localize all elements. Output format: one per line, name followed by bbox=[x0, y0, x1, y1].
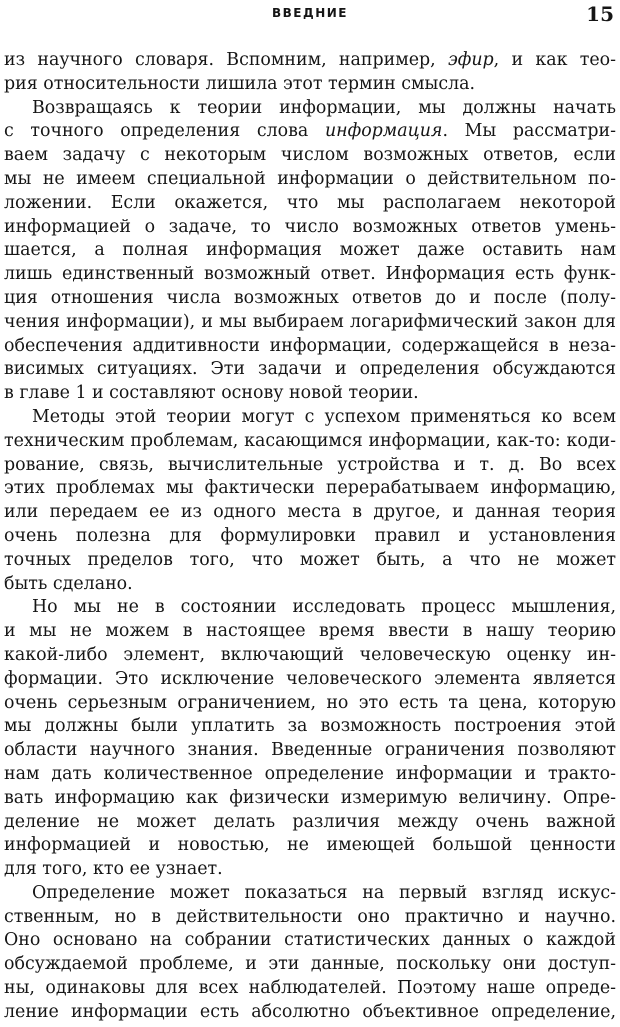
text-line bbox=[4, 263, 616, 287]
text-run: Методы этой теории могут с успехом применяться ко всем bbox=[32, 406, 616, 427]
text-run: формации. Это исключение человеческого элемента является bbox=[4, 668, 616, 689]
text-run: , и как тео- bbox=[493, 50, 616, 70]
text-line bbox=[4, 501, 616, 525]
text-line bbox=[4, 977, 616, 1001]
text-line bbox=[4, 216, 616, 240]
text-line bbox=[4, 620, 616, 644]
text-line bbox=[4, 477, 616, 501]
text-line bbox=[4, 715, 616, 739]
italic-term: эфир bbox=[447, 50, 494, 70]
text-run: Определение может показаться на первый взгляд искус- bbox=[32, 882, 616, 903]
text-line bbox=[4, 144, 616, 168]
text-line bbox=[4, 644, 616, 668]
text-line bbox=[4, 739, 616, 763]
text-line bbox=[4, 668, 616, 692]
text-line bbox=[4, 882, 616, 906]
text-line bbox=[4, 382, 616, 406]
text-line bbox=[4, 953, 616, 977]
text-run: с точного определения слова bbox=[4, 121, 325, 142]
text-run: чения информации), и мы выбираем логарифмический закон для bbox=[4, 311, 616, 332]
text-run: обеспечения аддитивности информации, содержащейся в неза- bbox=[4, 335, 616, 356]
text-run: очень серьезным ограничением, но это есть та цена, которую bbox=[4, 692, 616, 713]
text-line bbox=[4, 858, 616, 882]
text-run: рия относительности лишила этот термин смысла. bbox=[4, 73, 476, 94]
body-text bbox=[4, 49, 616, 1025]
text-run: из научного словаря. Вспомним, например, bbox=[4, 50, 448, 70]
text-run: мы не имеем специальной информации о действительном по- bbox=[4, 168, 616, 189]
text-line bbox=[4, 287, 616, 311]
text-line bbox=[4, 120, 616, 144]
running-header bbox=[0, 4, 620, 24]
text-run: ны, одинаковы для всех наблюдателей. Поэтому наше опреде- bbox=[4, 978, 616, 999]
text-line bbox=[4, 192, 616, 216]
text-run: и мы не можем в настоящее время ввести в нашу теорию bbox=[4, 621, 616, 642]
text-line bbox=[4, 787, 616, 811]
text-run: очень полезна для формулировки правил и установления bbox=[4, 525, 616, 546]
text-run: Возвращаясь к теории информации, мы должны начать bbox=[32, 97, 616, 118]
text-run: этих проблемах мы фактически перерабатываем информацию, bbox=[4, 478, 616, 499]
text-line bbox=[4, 811, 616, 835]
text-line bbox=[4, 454, 616, 478]
page-number: 15 bbox=[586, 2, 614, 26]
text-line bbox=[4, 239, 616, 263]
text-line bbox=[4, 834, 616, 858]
text-run: техническим проблемам, касающимся информации, как-то: коди- bbox=[4, 430, 616, 451]
text-run: или передаем ее из одного места в другое, и данная теория bbox=[4, 502, 616, 523]
text-run: висимых ситуациях. Эти задачи и определения обсуждаются bbox=[4, 359, 616, 380]
text-run: информацией и новостью, не имеющей большой ценности bbox=[4, 835, 616, 856]
text-line bbox=[4, 573, 616, 597]
text-run: шается, а полная информация может даже оставить нам bbox=[4, 240, 616, 261]
text-run: рование, связь, вычислительные устройства и т. д. Во всех bbox=[4, 454, 616, 475]
text-line bbox=[4, 311, 616, 335]
text-line bbox=[4, 49, 616, 73]
text-line bbox=[4, 929, 616, 953]
text-run: Оно основано на собрании статистических данных о каждой bbox=[4, 930, 616, 951]
text-run: ление информации есть абсолютно объективное определение, bbox=[4, 1001, 616, 1022]
text-run: для того, кто ее узнает. bbox=[4, 859, 223, 880]
text-run: в главе 1 и составляют основу новой теории. bbox=[4, 383, 419, 404]
text-line bbox=[4, 430, 616, 454]
running-title: ВВЕДНИЕ bbox=[272, 6, 348, 20]
text-line bbox=[4, 358, 616, 382]
text-line bbox=[4, 525, 616, 549]
text-line bbox=[4, 73, 616, 97]
text-line bbox=[4, 549, 616, 573]
text-run: обсуждаемой проблеме, и эти данные, поскольку они доступ- bbox=[4, 954, 616, 975]
text-line bbox=[4, 692, 616, 716]
text-run: ложении. Если окажется, что мы располагаем некоторой bbox=[4, 192, 616, 213]
text-line bbox=[4, 406, 616, 430]
text-run: нам дать количественное определение информации и тракто- bbox=[4, 763, 616, 784]
text-run: мы должны были уплатить за возможность построения этой bbox=[4, 716, 616, 737]
text-line bbox=[4, 335, 616, 359]
text-run: точных пределов того, что может быть, а что не может bbox=[4, 549, 616, 570]
text-line bbox=[4, 97, 616, 121]
text-run: ция отношения числа возможных ответов до и после (полу- bbox=[4, 287, 616, 308]
text-line bbox=[4, 906, 616, 930]
text-run: Но мы не в состоянии исследовать процесс мышления, bbox=[32, 597, 616, 618]
text-run: ственным, но в действительности оно практично и научно. bbox=[4, 906, 616, 927]
text-run: лишь единственный возможный ответ. Информация есть функ- bbox=[4, 264, 616, 285]
text-run: быть сделано. bbox=[4, 573, 133, 594]
text-run: вать информацию как физически измеримую величину. Опре- bbox=[4, 787, 616, 808]
text-run: области научного знания. Введенные ограничения позволяют bbox=[4, 740, 616, 761]
text-line bbox=[4, 1001, 616, 1025]
text-run: деление не может делать различия между очень важной bbox=[4, 811, 616, 832]
text-run: какой-либо элемент, включающий человеческую оценку ин- bbox=[4, 644, 616, 665]
text-line bbox=[4, 168, 616, 192]
text-line bbox=[4, 763, 616, 787]
text-run: информацией о задаче, то число возможных ответов умень- bbox=[4, 216, 616, 237]
text-line bbox=[4, 596, 616, 620]
text-run: . Мы рассматри- bbox=[442, 121, 616, 142]
italic-term: информация bbox=[324, 121, 443, 142]
text-run: ваем задачу с некоторым числом возможных ответов, если bbox=[4, 145, 616, 166]
